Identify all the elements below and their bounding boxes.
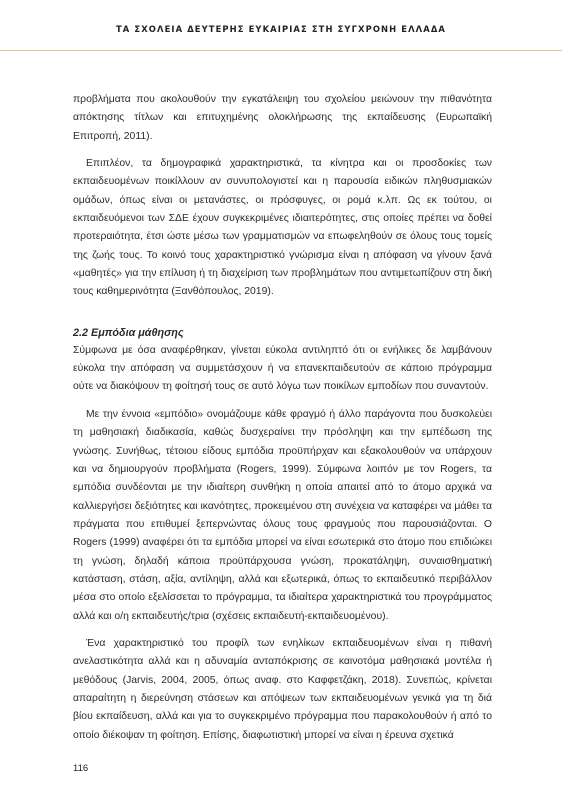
paragraph-3: Σύμφωνα με όσα αναφέρθηκαν, γίνεται εύκολα αντιληπτό ότι οι ενήλικες δε λαμβάνουν εύκολα την απόφαση να συμμετάσχουν ή να επανεκπαιδευτούν σε κάποιο πρόγραμμα ούτε να διακόψουν τη φοίτησή τους σε αυτό λόγω των ποικίλων εμποδίων που συναντούν. <box>73 344 492 393</box>
paragraph-5: Ένα χαρακτηριστικό του προφίλ των ενηλίκων εκπαιδευομένων είναι η πιθανή ανελαστικότητα αλλά και η αδυναμία ανταπόκρισης σε καινοτόμα μαθησιακά μοντέλα ή μεθόδους (Jarvis, 2004, 2005, όπως αναφ. στο Καφφετζάκη, 2018). Συνεπώς, κρίνεται απαραίτητη η διερεύνηση στάσεων και απόψεων των εκπαιδευομένων γενικά για τη διά βίου εκπαίδευση, αλλά και για το συγκεκριμένο πρόγραμμα που παρακολουθούν ή από το οποίο διέκοψαν τη φοίτηση. Επίσης, διαφωτιστική μπορεί να είναι η έρευνα σχετικά <box>73 637 492 741</box>
running-header-title: ΤΑ ΣΧΟΛΕΙΑ ΔΕΥΤΕΡΗΣ ΕΥΚΑΙΡΙΑΣ ΣΤΗ ΣΥΓΧΡΟΝΗ ΕΛΛΑΔΑ <box>115 24 446 34</box>
paragraph-1: προβλήματα που ακολουθούν την εγκατάλειψη του σχολείου μειώνουν την πιθανότητα απόκτησης τίτλων και επιτυχημένης ολοκλήρωσης της εκπαίδευσης (Ευρωπαϊκή Επιτροπή, 2011). <box>73 94 492 142</box>
page-number: 116 <box>73 763 89 774</box>
section-heading: 2.2 Εμπόδια μάθησης <box>73 326 184 339</box>
paragraph-spacer <box>73 626 492 635</box>
paragraph-spacer <box>73 146 492 155</box>
paragraph-spacer <box>73 397 492 406</box>
page-body <box>73 91 492 745</box>
paragraph-2: Επιπλέον, τα δημογραφικά χαρακτηριστικά, τα κίνητρα και οι προσδοκίες των εκπαιδευομένων ποικίλλουν αν συνυπολογιστεί και η παρουσία ειδικών πληθυσμιακών ομάδων, όπως είναι οι μετανάστες, οι πρόσφυγες, οι ρομά κ.λπ. Ως εκ τούτου, οι εκπαιδευόμενοι των ΣΔΕ έχουν συγκεκριμένες ιδιαιτερότητες, στις οποίες πρέπει να δοθεί προτεραιότητα, έτσι ώστε μέσω των γραμματισμών να επωφεληθούν σε όλους τους τομείς της ζωής τους. Το κοινό τους χαρακτηριστικό γνώρισμα είναι η απόφαση να γίνουν ξανά «μαθητές» για την επίλυση ή τη διαχείριση των προβλημάτων που αντιμετωπίζουν στη δική τους καθημερινότητα (Ξανθόπουλος, 2019). <box>73 158 492 298</box>
paragraph-4: Με την έννοια «εμπόδιο» ονομάζουμε κάθε φραγμό ή άλλο παράγοντα που δυσκολεύει τη μαθησιακή διαδικασία, καθώς δυσχεραίνει την πρόσληψη και την εμπέδωση της γνώσης. Συνήθως, τέτοιου είδους εμπόδια προϋπήρχαν και εξακολουθούν να υπάρχουν και να δημιουργούν προβλήματα (Rogers, 1999). Σύμφωνα λοιπόν με τον Rogers, τα εμπόδια συνδέονται με την ιδιαίτερη συνθήκη η οποία απαιτεί από το άτομο αρχικά να καλλιεργήσει δεξιότητες και ικανότητες, προκειμένου στη συνέχεια να καταφέρει να μάθει τα πράγματα που επιθυμεί ξεπερνώντας όλους τους φραγμούς που παρουσιάζονται. Ο Rogers (1999) αναφέρει ότι τα εμπόδια μπορεί να είναι εσωτερικά στο άτομο που επιδιώκει τη γνώση, δηλαδή κάποια προϋπάρχουσα γνώση, προκατάληψη, συναισθηματική κατάσταση, στάση, αξία, αντίληψη, αλλά και εξωτερικά, όπως το εκπαιδευτικό περιβάλλον μέσα στο οποίο εξελίσσεται το πρόγραμμα, τα ιδιαίτερα χαρακτηριστικά του προγράμματος αλλά και ο/η εκπαιδευτής/τρια (σχέσεις εκπαιδευτή-εκπαιδευομένου). <box>73 408 492 622</box>
header-divider <box>0 50 562 51</box>
